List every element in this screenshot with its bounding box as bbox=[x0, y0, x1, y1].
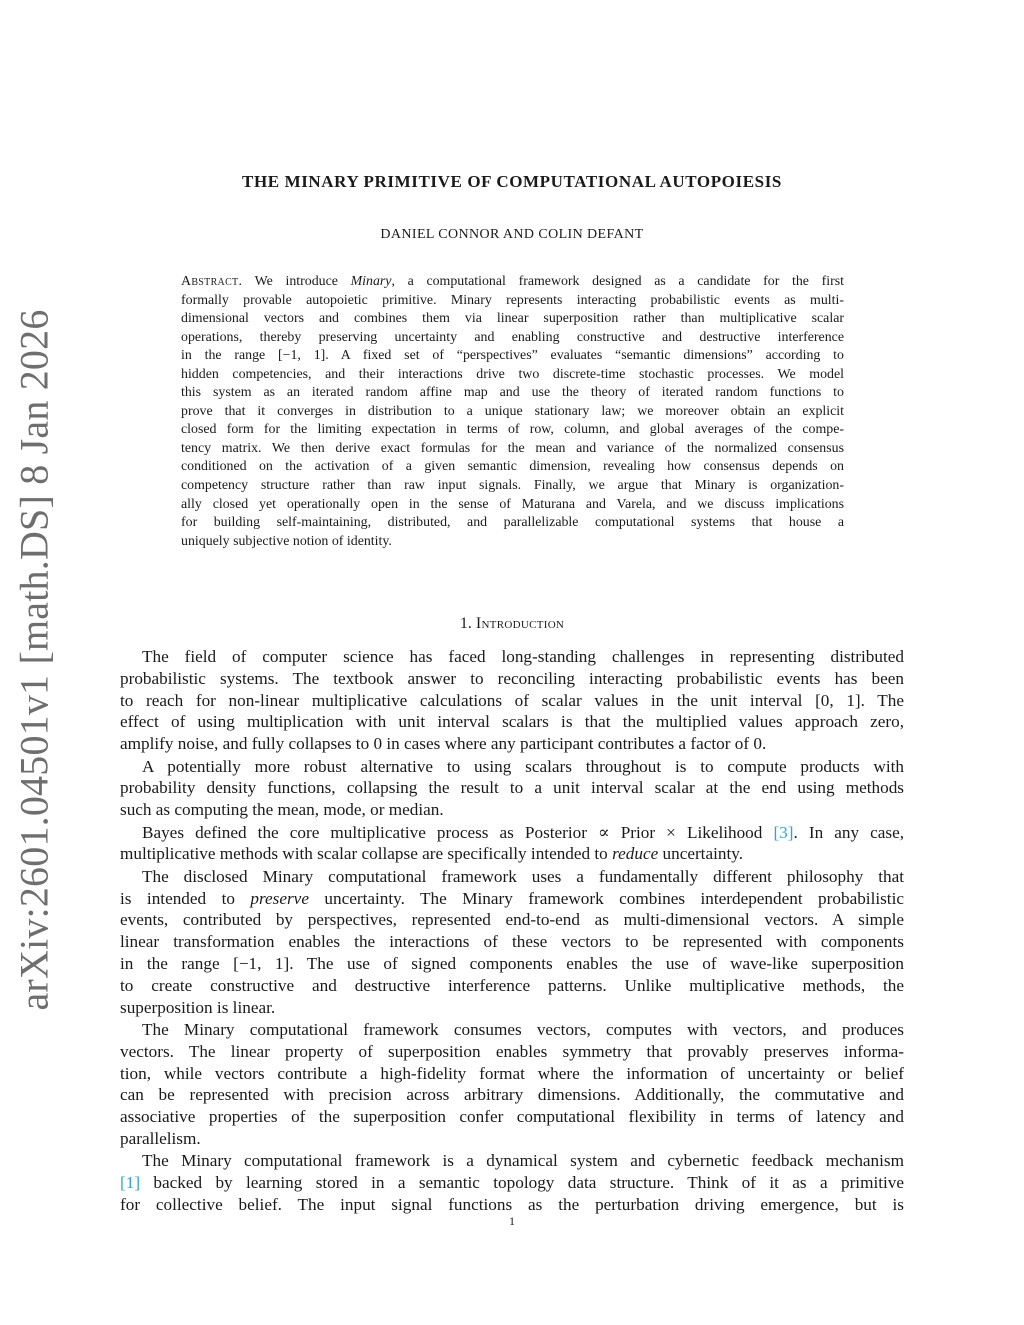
body-line: can be represented with precision across arbitrary dimensions. Additionally, the commutative and bbox=[120, 1085, 904, 1105]
abstract-line: competency structure rather than raw input signals. Finally, we argue that Minary is organization- bbox=[181, 478, 844, 494]
abstract-line: in the range [−1, 1]. A fixed set of “perspectives” evaluates “semantic dimensions” according to bbox=[181, 348, 844, 364]
text-segment: backed by learning stored in a semantic topology data structure. Think of it as a primitive bbox=[140, 1173, 904, 1193]
body-line: The Minary computational framework is a dynamical system and cybernetic feedback mechanism bbox=[142, 1151, 904, 1171]
abstract bbox=[181, 273, 844, 551]
body-line: The field of computer science has faced long-standing challenges in representing distributed bbox=[142, 647, 904, 666]
abstract-line-1 bbox=[181, 273, 844, 292]
abstract-line: uniquely subjective notion of identity. bbox=[181, 533, 392, 549]
abstract-emphasis-minary: Minary bbox=[350, 274, 392, 289]
section-title: Introduction bbox=[475, 615, 565, 632]
section-number: 1. bbox=[459, 615, 472, 632]
body-line: parallelism. bbox=[120, 1128, 201, 1148]
paragraph-2 bbox=[120, 756, 904, 821]
abstract-text-segment: , a computational framework designed as a candidate for the first bbox=[391, 274, 844, 289]
body-line: for collective belief. The input signal functions as the perturbation driving emergence, but is bbox=[120, 1194, 904, 1214]
body-line: linear transformation enables the interactions of these vectors to be represented with components bbox=[120, 932, 904, 952]
citation-link-1[interactable]: [1] bbox=[120, 1173, 141, 1193]
body-line: The Minary computational framework consumes vectors, computes with vectors, and produces bbox=[142, 1019, 904, 1039]
body-line: tion, while vectors contribute a high-fidelity format where the information of uncertainty or belief bbox=[120, 1063, 904, 1083]
body-line: in the range [−1, 1]. The use of signed components enables the use of wave-like superposition bbox=[120, 953, 904, 973]
abstract-line: operations, thereby preserving uncertainty and enabling constructive and destructive interference bbox=[181, 329, 844, 345]
body-line bbox=[120, 843, 904, 865]
paragraph-4 bbox=[120, 866, 904, 1019]
text-segment: uncertainty. The Minary framework combines interdependent probabilistic bbox=[308, 888, 904, 908]
body-line: to create constructive and destructive interference patterns. Unlike multiplicative methods, the bbox=[120, 975, 904, 995]
paragraph-3 bbox=[120, 822, 904, 866]
body-line bbox=[120, 1172, 904, 1194]
abstract-line: hidden competencies, and their interactions drive two discrete-time stochastic processes. We model bbox=[181, 366, 844, 382]
paper-title: THE MINARY PRIMITIVE OF COMPUTATIONAL AUTOPOIESIS bbox=[242, 172, 782, 191]
body-line: events, contributed by perspectives, represented end-to-end as multi-dimensional vectors. A simple bbox=[120, 910, 904, 930]
text-segment: . In any case, bbox=[793, 822, 904, 842]
text-segment: is intended to bbox=[120, 888, 251, 908]
section-heading-introduction bbox=[120, 615, 904, 633]
body-line: vectors. The linear property of superposition enables symmetry that provably preserves informa- bbox=[120, 1041, 904, 1061]
body-text bbox=[120, 646, 904, 1216]
body-line: A potentially more robust alternative to using scalars throughout is to compute products with bbox=[142, 756, 904, 776]
abstract-line: conditioned on the activation of a given semantic dimension, revealing how consensus depends on bbox=[181, 459, 844, 475]
abstract-line: ally closed yet operationally open in the sense of Maturana and Varela, and we discuss implications bbox=[181, 496, 844, 512]
arxiv-identifier-text[interactable]: arXiv:2601.04501v1 [math.DS] 8 Jan 2026 bbox=[11, 309, 57, 1011]
emphasis-preserve: preserve bbox=[250, 888, 309, 908]
body-line: superposition is linear. bbox=[120, 997, 276, 1017]
citation-link-3[interactable]: [3] bbox=[773, 822, 794, 842]
text-segment: Bayes defined the core multiplicative process as Posterior ∝ Prior × Likelihood bbox=[142, 822, 774, 842]
body-line: amplify noise, and fully collapses to 0 in cases where any participant contributes a factor of 0. bbox=[120, 734, 767, 754]
body-line: associative properties of the superposition confer computational flexibility in terms of latency and bbox=[120, 1107, 904, 1127]
body-line: effect of using multiplication with unit interval scalars is that the multiplied values approach zero, bbox=[120, 712, 904, 732]
body-line: The disclosed Minary computational framework uses a fundamentally different philosophy that bbox=[142, 866, 904, 886]
text-segment: multiplicative methods with scalar collapse are specifically intended to bbox=[120, 844, 613, 864]
abstract-label: Abstract. bbox=[181, 274, 243, 289]
body-line bbox=[120, 822, 904, 844]
paragraph-5 bbox=[120, 1019, 904, 1150]
body-line: probability density functions, collapsing the result to a unit interval scalar at the end using methods bbox=[120, 778, 904, 798]
abstract-line: for building self-maintaining, distributed, and parallelizable computational systems that house a bbox=[181, 515, 844, 531]
abstract-text-segment: We introduce bbox=[254, 274, 351, 289]
paragraph-1 bbox=[120, 646, 904, 755]
emphasis-reduce: reduce bbox=[612, 844, 659, 864]
abstract-line: tency matrix. We then derive exact formulas for the mean and variance of the normalized consensus bbox=[181, 440, 844, 456]
paragraph-6 bbox=[120, 1150, 904, 1215]
abstract-line: formally provable autopoietic primitive. Minary represents interacting probabilistic events as multi- bbox=[181, 292, 844, 308]
body-line: such as computing the mean, mode, or median. bbox=[120, 800, 444, 820]
page-number: 1 bbox=[509, 1214, 515, 1228]
abstract-line: closed form for the limiting expectation in terms of row, column, and global averages of the compe- bbox=[181, 422, 844, 438]
paper-authors: DANIEL CONNOR AND COLIN DEFANT bbox=[380, 227, 644, 242]
abstract-line: prove that it converges in distribution to a unique stationary law; we moreover obtain an explicit bbox=[181, 403, 844, 419]
abstract-line: dimensional vectors and combines them via linear superposition rather than multiplicative scalar bbox=[181, 311, 844, 327]
text-segment: uncertainty. bbox=[658, 844, 743, 864]
body-line: probabilistic systems. The textbook answer to reconciling interacting probabilistic events has been bbox=[120, 668, 904, 688]
body-line bbox=[120, 888, 904, 910]
body-line: to reach for non-linear multiplicative calculations of scalar values in the unit interval [0, 1]. The bbox=[120, 690, 904, 710]
abstract-line: this system as an iterated random affine map and use the theory of iterated random functions to bbox=[181, 385, 844, 401]
